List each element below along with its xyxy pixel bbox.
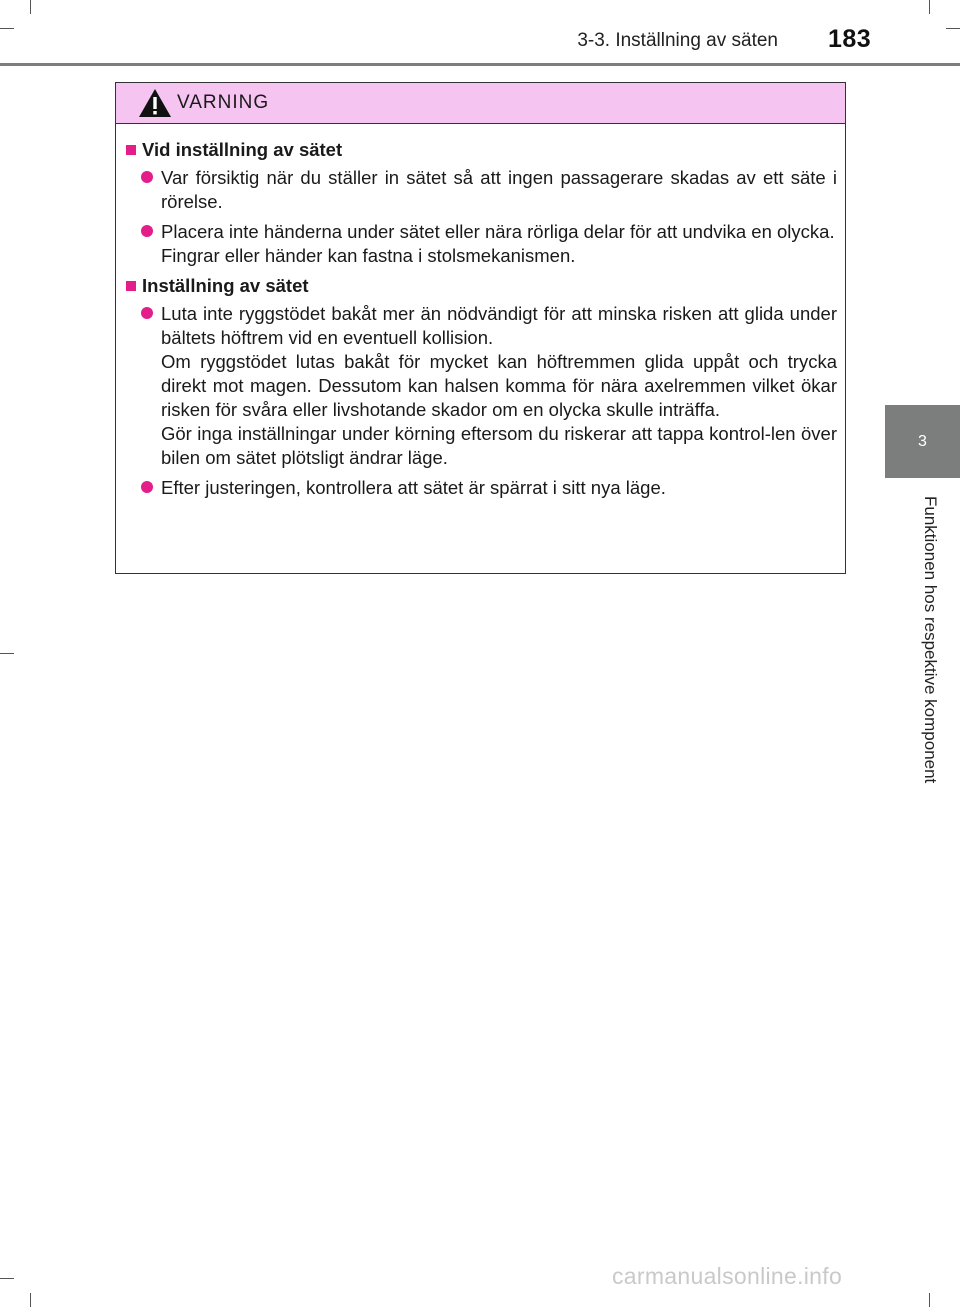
warning-title: VARNING bbox=[177, 92, 270, 113]
bullet-paragraph: Placera inte händerna under sätet eller nära rörliga delar för att undvika en olycka. bbox=[161, 221, 835, 242]
crop-mark bbox=[0, 653, 14, 654]
bullet-text bbox=[161, 302, 837, 470]
warning-header bbox=[116, 83, 845, 124]
page-number: 183 bbox=[828, 25, 872, 53]
header-rule bbox=[0, 63, 960, 66]
bullet-paragraph: Fingrar eller händer kan fastna i stolsmekanismen. bbox=[161, 245, 576, 266]
list-item bbox=[126, 166, 837, 214]
square-icon bbox=[126, 281, 136, 291]
square-icon bbox=[126, 145, 136, 155]
bullet-text bbox=[161, 166, 837, 214]
bullet-dot-icon bbox=[141, 225, 153, 237]
bullet-dot-icon bbox=[141, 307, 153, 319]
bullet-text bbox=[161, 220, 837, 268]
bullet-dot-icon bbox=[141, 481, 153, 493]
warning-triangle-icon bbox=[138, 88, 172, 118]
bullet-paragraph: Efter justeringen, kontrollera att sätet är spärrat i sitt nya läge. bbox=[161, 477, 666, 498]
bullet-paragraph: Gör inga inställningar under körning eftersom du riskerar att tappa kontrol-len över bilen om sätet plötsligt ändrar läge. bbox=[161, 423, 837, 468]
crop-mark bbox=[30, 1293, 31, 1307]
bullet-paragraph: Om ryggstödet lutas bakåt för mycket kan höftremmen glida uppåt och trycka direkt mot magen. Dessutom kan halsen komma för nära axelremmen vilket ökar risken för svåra eller livshotande skador om en olycka skulle inträffa. bbox=[161, 351, 837, 420]
bullet-dot-icon bbox=[141, 171, 153, 183]
section-heading bbox=[126, 274, 837, 298]
crop-mark bbox=[0, 28, 14, 29]
list-item bbox=[126, 302, 837, 470]
list-item bbox=[126, 220, 837, 268]
crop-mark bbox=[0, 1278, 14, 1279]
section-title: 3-3. Inställning av säten bbox=[577, 30, 778, 51]
warning-box bbox=[115, 82, 846, 574]
warning-section bbox=[126, 274, 837, 500]
chapter-title: Funktionen hos respektive komponent bbox=[921, 496, 940, 784]
crop-mark bbox=[929, 1293, 930, 1307]
section-heading-text: Inställning av sätet bbox=[142, 275, 309, 296]
warning-section bbox=[126, 138, 837, 268]
bullet-paragraph: Var försiktig när du ställer in sätet så att ingen passagerare skadas av ett säte i rörelse. bbox=[161, 167, 837, 212]
list-item bbox=[126, 476, 837, 500]
warning-body bbox=[116, 124, 845, 500]
crop-mark bbox=[946, 28, 960, 29]
section-heading-text: Vid inställning av sätet bbox=[142, 139, 343, 160]
crop-mark bbox=[30, 0, 31, 14]
bullet-text bbox=[161, 476, 837, 500]
watermark: carmanualsonline.info bbox=[612, 1263, 843, 1289]
chapter-number: 3 bbox=[918, 432, 927, 450]
crop-mark bbox=[929, 0, 930, 14]
chapter-tab bbox=[885, 405, 960, 478]
bullet-paragraph: Luta inte ryggstödet bakåt mer än nödvändigt för att minska risken att glida under bältets höftrem vid en eventuell kollision. bbox=[161, 303, 837, 348]
section-heading bbox=[126, 138, 837, 162]
